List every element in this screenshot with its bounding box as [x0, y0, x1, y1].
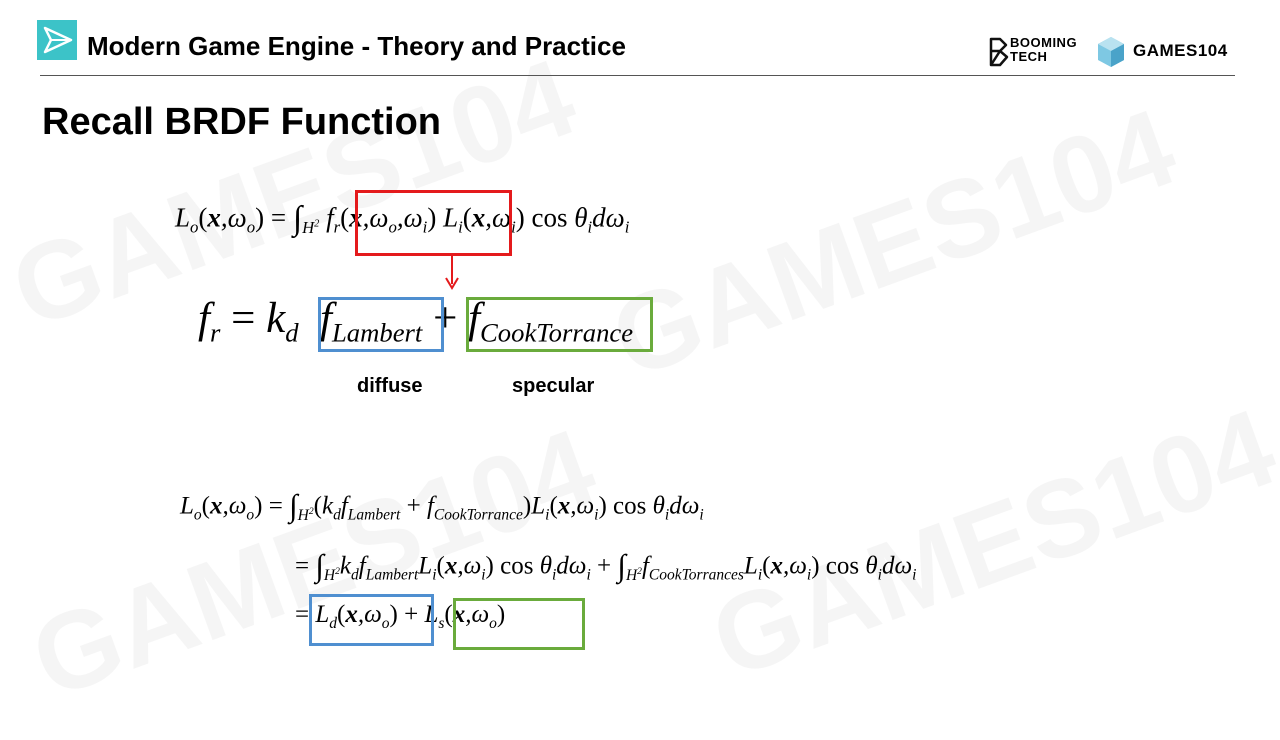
presentation-logo-icon: [37, 20, 77, 60]
down-arrow-icon: [442, 254, 462, 292]
tech-text: TECH: [1010, 49, 1048, 64]
games104-cube-icon: [1096, 36, 1126, 68]
diffuse-term-box: [309, 594, 434, 646]
specular-term-box: [453, 598, 585, 650]
header-divider: [40, 75, 1235, 76]
booming-tech-logo: [988, 36, 1088, 68]
brdf-decomposition-equation: $f_r = k_d$ $f_{Lambert} + f_{CookTorrance}$: [198, 295, 634, 348]
rendering-equation: $L_o(x,\omega_o) = \int_{H^2}$ $f_r(x,\omega_o,\omega_i)$ $L_i(x,\omega_i)$ $\cos \theta_id\omega_i$: [175, 200, 630, 237]
games104-text: GAMES104: [1133, 41, 1228, 60]
watermark: [696, 383, 1280, 703]
cooktorrance-highlight-box: [466, 297, 653, 352]
expanded-equation-line-2: = $\int_{H^2}k_df_{Lambert}L_i(x,\omega_i)$ $\cos \theta_id\omega_i + \int_{H^2}f_{CookTorrances}L_i(x,\omega_i)$ $\cos \theta_id\omega_i$: [295, 548, 917, 584]
specular-label: specular: [512, 375, 595, 397]
slide-title: Recall BRDF Function: [42, 101, 442, 143]
booming-text: BOOMING: [1010, 35, 1078, 50]
diffuse-label: diffuse: [357, 375, 423, 397]
expanded-equation-line-1: $L_o(x,\omega_o) = \int_{H^2}(k_df_{Lambert} + f_{CookTorrance})L_i(x,\omega_i)$ $\cos \theta_id\omega_i$: [180, 488, 704, 524]
watermark: [596, 83, 1191, 403]
lambert-highlight-box: [318, 297, 444, 352]
booming-tech-icon: [988, 37, 1010, 67]
header-title: Modern Game Engine - Theory and Practice: [87, 31, 626, 61]
brdf-highlight-box: [355, 190, 512, 256]
expanded-equation-line-3: = $L_d(x,\omega_o) + L_s(x,\omega_o)$: [295, 601, 506, 632]
